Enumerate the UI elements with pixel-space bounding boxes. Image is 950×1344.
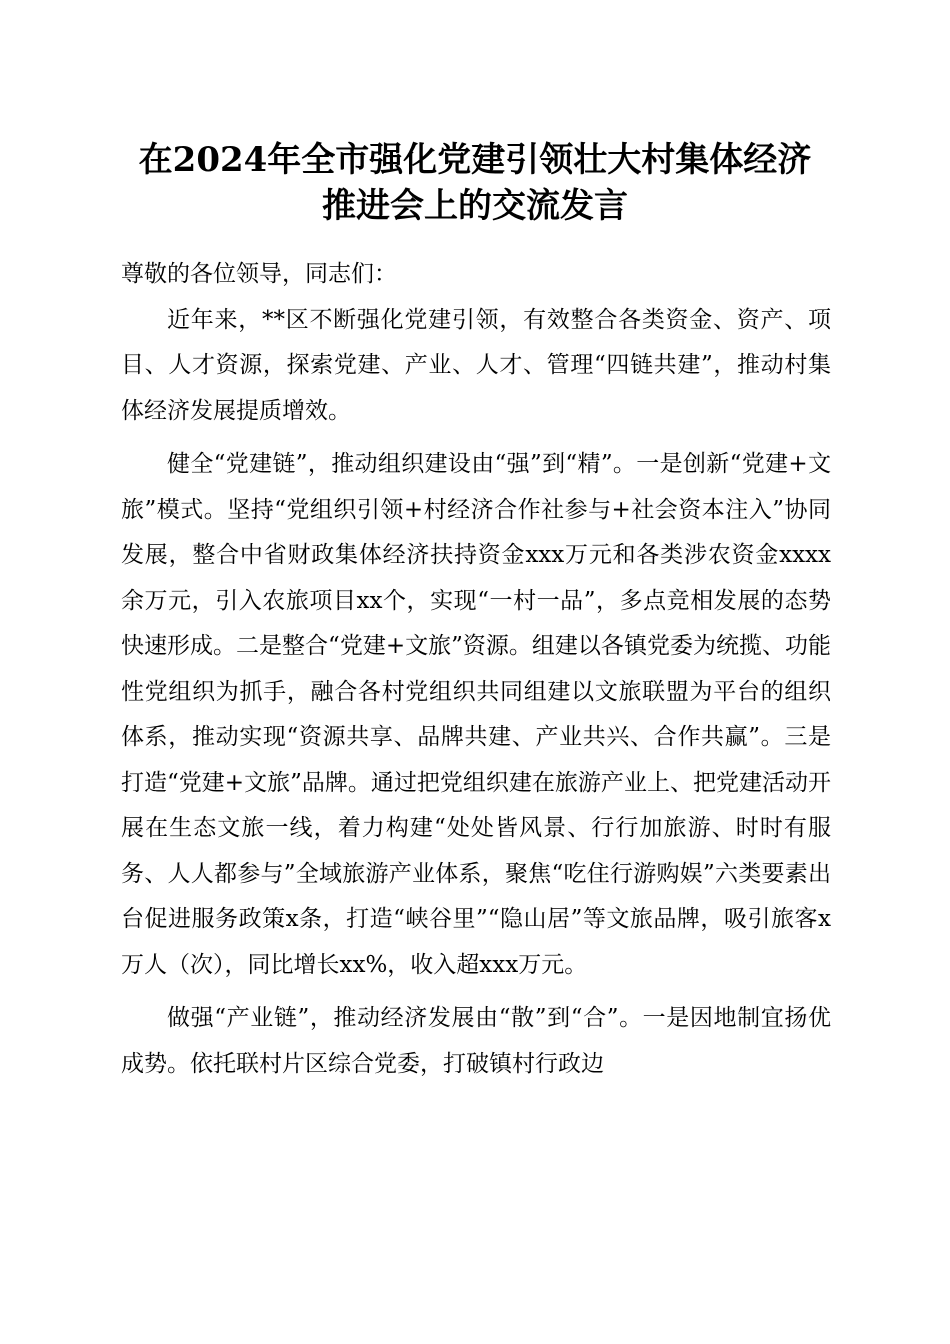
paragraph-party-chain: 健全“党建链”，推动组织建设由“强”到“精”。一是创新“党建+文旅”模式。坚持“党组织引领+村经济合作社参与+社会资本注入”协同发展，整合中省财政集体经济扶持资金xxx万元和各类涉农资金xxxx余万元，引入农旅项目xx个，实现“一村一品”，多点竞相发展的态势快速形成。二是整合“党建+文旅”资源。组建以各镇党委为统揽、功能性党组织为抓手，融合各村党组织共同组建以文旅联盟为平台的组织体系，推动实现“资源共享、品牌共建、产业共兴、合作共赢”。三是打造“党建+文旅”品牌。通过把党组织建在旅游产业上、把党建活动开展在生态文旅一线，着力构建“处处皆风景、行行加旅游、时时有服务、人人都参与”全域旅游产业体系，聚焦“吃住行游购娱”六类要素出台促进服务政策x条，打造“峡谷里”“隐山居”等文旅品牌，吸引旅客x万人（次），同比增长xx%，收入超xxx万元。	[121, 451, 831, 978]
salutation: 尊敬的各位领导，同志们：	[121, 261, 397, 287]
paragraph-intro: 近年来，**区不断强化党建引领，有效整合各类资金、资产、项目、人才资源，探索党建、产业、人才、管理“四链共建”，推动村集体经济发展提质增效。	[121, 306, 831, 424]
document-body	[121, 252, 831, 1087]
paragraph-industry-chain: 做强“产业链”，推动经济发展由“散”到“合”。一是因地制宜扬优成势。依托联村片区综合党委，打破镇村行政边	[121, 1005, 831, 1077]
document-title-line-2: 推进会上的交流发言	[322, 186, 628, 226]
document-title-line-1: 在2024年全市强化党建引领壮大村集体经济	[138, 140, 812, 180]
